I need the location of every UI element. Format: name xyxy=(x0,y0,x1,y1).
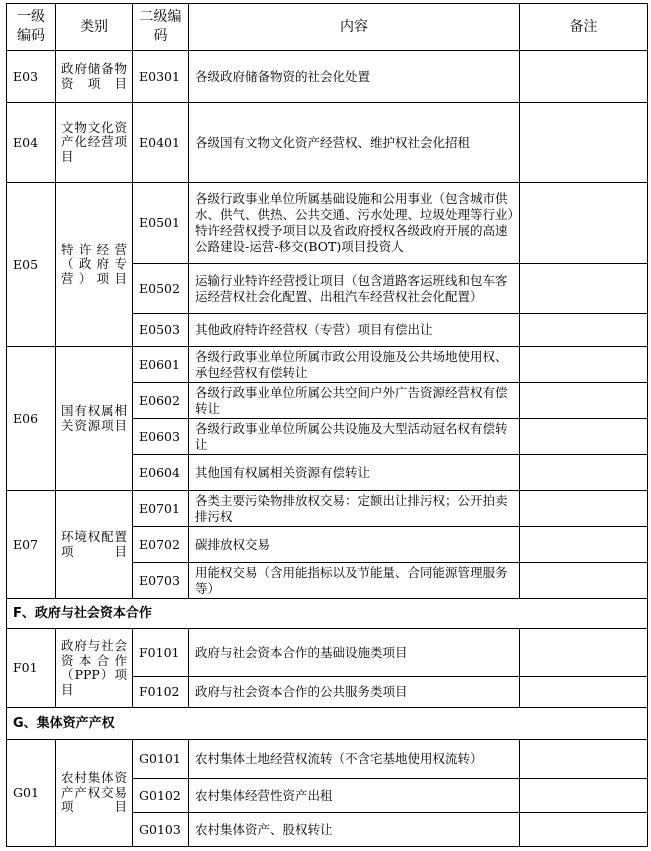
level2-code: E0401 xyxy=(133,103,189,183)
remarks-cell xyxy=(520,491,648,527)
content-cell: 各级国有文物文化资产经营权、维护权社会化招租 xyxy=(189,103,520,183)
remarks-cell xyxy=(520,677,648,708)
level1-code: E05 xyxy=(7,183,56,347)
level2-code: E0301 xyxy=(133,51,189,103)
classification-table xyxy=(6,3,648,847)
content-cell: 运输行业特许经营授让项目（包含道路客运班线和包车客运经营权社会化配置、出租汽车经营权社会化配置） xyxy=(189,264,520,314)
content-cell: 政府与社会资本合作的公共服务类项目 xyxy=(189,677,520,708)
table-row xyxy=(7,51,648,103)
content-cell: 农村集体资产、股权转让 xyxy=(189,813,520,847)
level1-code: E04 xyxy=(7,103,56,183)
section-heading-g: G、集体资产产权 xyxy=(7,708,648,740)
table-row xyxy=(7,491,648,527)
level2-code: G0103 xyxy=(133,813,189,847)
table-row xyxy=(7,347,648,383)
content-cell: 各级行政事业单位所属公共空间户外广告资源经营权有偿转让 xyxy=(189,383,520,419)
level2-code: E0603 xyxy=(133,419,189,455)
remarks-cell xyxy=(520,740,648,779)
category-cell: 政府储备物资项目 xyxy=(56,51,133,103)
remarks-cell xyxy=(520,563,648,599)
level2-code: G0102 xyxy=(133,779,189,813)
remarks-cell xyxy=(520,264,648,314)
level2-code: G0101 xyxy=(133,740,189,779)
level2-code: E0703 xyxy=(133,563,189,599)
level2-code: E0502 xyxy=(133,264,189,314)
level1-code: G01 xyxy=(7,740,56,847)
content-cell: 各级行政事业单位所属基础设施和公用事业（包含城市供水、供气、供热、公共交通、污水处理、垃圾处理等行业）特许经营权授予项目以及省政府授权各级政府开展的高速公路建设-运营-移交(BOT)项目投资人 xyxy=(189,183,520,264)
category-cell: 农村集体资产产权交易项目 xyxy=(56,740,133,847)
category-cell: 特许经营（政府专营）项目 xyxy=(56,183,133,347)
level1-code: E07 xyxy=(7,491,56,599)
content-cell: 各级行政事业单位所属公共设施及大型活动冠名权有偿转让 xyxy=(189,419,520,455)
level1-code: E06 xyxy=(7,347,56,491)
table-row xyxy=(7,103,648,183)
category-cell: 环境权配置项目 xyxy=(56,491,133,599)
header-row xyxy=(7,4,648,51)
content-cell: 各级行政事业单位所属市政公用设施及公共场地使用权、承包经营权有偿转让 xyxy=(189,347,520,383)
remarks-cell xyxy=(520,419,648,455)
remarks-cell xyxy=(520,779,648,813)
remarks-cell xyxy=(520,629,648,677)
remarks-cell xyxy=(520,383,648,419)
level2-code: E0702 xyxy=(133,527,189,563)
remarks-cell xyxy=(520,183,648,264)
table-row xyxy=(7,183,648,264)
table-row xyxy=(7,629,648,677)
remarks-cell xyxy=(520,455,648,491)
remarks-cell xyxy=(520,347,648,383)
category-cell: 政府与社会资本合作（PPP）项目 xyxy=(56,629,133,708)
header-level2-code: 二级编码 xyxy=(133,4,189,51)
level2-code: F0101 xyxy=(133,629,189,677)
header-level1-code: 一级编码 xyxy=(7,4,56,51)
section-heading-f: F、政府与社会资本合作 xyxy=(7,599,648,629)
level2-code: E0604 xyxy=(133,455,189,491)
remarks-cell xyxy=(520,314,648,347)
category-cell: 国有权属相关资源项目 xyxy=(56,347,133,491)
content-cell: 农村集体土地经营权流转（不含宅基地使用权流转） xyxy=(189,740,520,779)
remarks-cell xyxy=(520,51,648,103)
content-cell: 其他国有权属相关资源有偿转让 xyxy=(189,455,520,491)
level2-code: E0701 xyxy=(133,491,189,527)
remarks-cell xyxy=(520,813,648,847)
table-row xyxy=(7,740,648,779)
content-cell: 各级政府储备物资的社会化处置 xyxy=(189,51,520,103)
section-heading-row xyxy=(7,708,648,740)
remarks-cell xyxy=(520,527,648,563)
content-cell: 用能权交易（含用能指标以及节能量、合同能源管理服务等） xyxy=(189,563,520,599)
content-cell: 农村集体经营性资产出租 xyxy=(189,779,520,813)
level2-code: E0601 xyxy=(133,347,189,383)
level2-code: E0602 xyxy=(133,383,189,419)
header-remarks: 备注 xyxy=(520,4,648,51)
content-cell: 碳排放权交易 xyxy=(189,527,520,563)
remarks-cell xyxy=(520,103,648,183)
level2-code: F0102 xyxy=(133,677,189,708)
content-cell: 政府与社会资本合作的基础设施类项目 xyxy=(189,629,520,677)
header-content: 内容 xyxy=(189,4,520,51)
content-cell: 其他政府特许经营权（专营）项目有偿出让 xyxy=(189,314,520,347)
section-heading-row xyxy=(7,599,648,629)
level2-code: E0503 xyxy=(133,314,189,347)
level1-code: F01 xyxy=(7,629,56,708)
category-cell: 文物文化资产化经营项目 xyxy=(56,103,133,183)
content-cell: 各类主要污染物排放权交易：定额出让排污权；公开拍卖排污权 xyxy=(189,491,520,527)
level2-code: E0501 xyxy=(133,183,189,264)
header-category: 类别 xyxy=(56,4,133,51)
level1-code: E03 xyxy=(7,51,56,103)
